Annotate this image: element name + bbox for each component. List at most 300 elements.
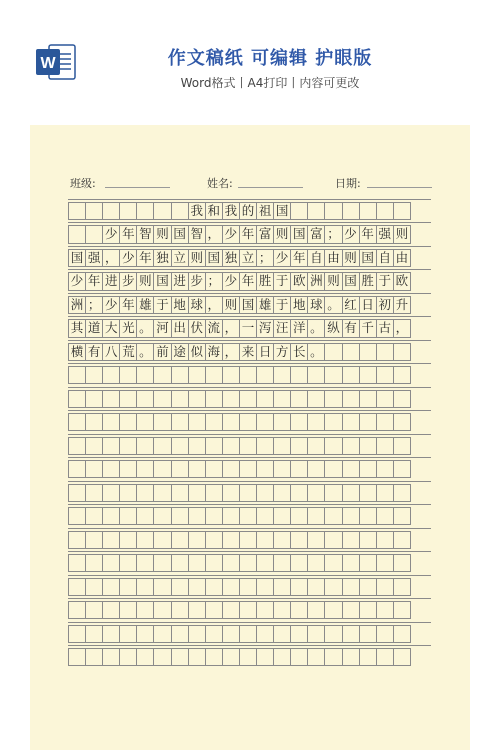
grid-cell[interactable] [239,413,257,431]
grid-cell[interactable] [119,554,137,572]
grid-cell[interactable] [205,554,223,572]
grid-cell[interactable]: 智 [136,225,154,243]
grid-cell[interactable] [324,554,342,572]
grid-cell[interactable] [153,413,171,431]
grid-cell[interactable]: 。 [324,296,342,314]
grid-cell[interactable] [222,484,240,502]
grid-cell[interactable] [136,437,154,455]
grid-cell[interactable] [188,531,206,549]
grid-cell[interactable] [256,460,274,478]
grid-cell[interactable] [256,578,274,596]
grid-cell[interactable]: 汪 [273,319,291,337]
grid-cell[interactable]: 国 [153,272,171,290]
grid-cell[interactable] [307,437,325,455]
grid-cell[interactable]: 日 [359,296,377,314]
grid-cell[interactable] [153,578,171,596]
grid-cell[interactable]: 欧 [290,272,308,290]
grid-cell[interactable] [324,484,342,502]
grid-cell[interactable] [324,413,342,431]
grid-cell[interactable] [188,578,206,596]
grid-cell[interactable]: 初 [376,296,394,314]
grid-cell[interactable]: 泻 [256,319,274,337]
grid-cell[interactable] [256,390,274,408]
grid-cell[interactable] [119,460,137,478]
grid-cell[interactable] [307,648,325,666]
grid-cell[interactable] [239,366,257,384]
grid-cell[interactable] [290,202,308,220]
grid-cell[interactable] [188,366,206,384]
grid-cell[interactable] [171,484,189,502]
grid-cell[interactable] [342,484,360,502]
grid-cell[interactable] [256,531,274,549]
grid-cell[interactable]: 洲 [307,272,325,290]
grid-cell[interactable] [153,202,171,220]
grid-cell[interactable]: 少 [68,272,86,290]
grid-cell[interactable]: 自 [307,249,325,267]
grid-cell[interactable] [171,460,189,478]
grid-cell[interactable] [136,413,154,431]
grid-cell[interactable]: 古 [376,319,394,337]
grid-cell[interactable] [136,202,154,220]
grid-cell[interactable] [205,531,223,549]
grid-cell[interactable] [188,460,206,478]
grid-cell[interactable] [171,366,189,384]
grid-cell[interactable]: ， [393,319,411,337]
grid-cell[interactable] [68,390,86,408]
grid-cell[interactable] [205,648,223,666]
grid-cell[interactable] [222,507,240,525]
grid-cell[interactable]: 进 [171,272,189,290]
grid-cell[interactable]: 独 [153,249,171,267]
grid-cell[interactable] [342,202,360,220]
grid-cell[interactable] [188,484,206,502]
grid-cell[interactable] [119,507,137,525]
grid-cell[interactable] [85,601,103,619]
grid-cell[interactable] [222,648,240,666]
grid-cell[interactable] [85,578,103,596]
grid-cell[interactable]: ； [256,249,274,267]
grid-cell[interactable] [273,366,291,384]
grid-cell[interactable]: 升 [393,296,411,314]
grid-cell[interactable] [171,202,189,220]
grid-cell[interactable] [205,578,223,596]
grid-cell[interactable] [290,366,308,384]
grid-cell[interactable] [153,601,171,619]
grid-cell[interactable]: 立 [239,249,257,267]
grid-cell[interactable] [359,343,377,361]
grid-cell[interactable]: 年 [136,249,154,267]
name-field[interactable] [238,187,303,188]
grid-cell[interactable] [324,507,342,525]
grid-cell[interactable] [376,343,394,361]
grid-cell[interactable] [102,648,120,666]
grid-cell[interactable] [119,601,137,619]
grid-cell[interactable] [85,531,103,549]
grid-cell[interactable]: 大 [102,319,120,337]
grid-cell[interactable]: 年 [359,225,377,243]
grid-cell[interactable]: 则 [393,225,411,243]
grid-cell[interactable] [205,437,223,455]
grid-cell[interactable] [136,625,154,643]
grid-cell[interactable]: 智 [188,225,206,243]
grid-cell[interactable] [222,625,240,643]
grid-cell[interactable] [393,601,411,619]
grid-cell[interactable]: 于 [376,272,394,290]
grid-cell[interactable] [273,625,291,643]
grid-cell[interactable] [205,460,223,478]
grid-cell[interactable]: 国 [68,249,86,267]
grid-cell[interactable] [393,390,411,408]
grid-cell[interactable] [205,366,223,384]
grid-cell[interactable]: 少 [119,249,137,267]
grid-cell[interactable] [256,366,274,384]
grid-cell[interactable] [393,648,411,666]
grid-cell[interactable] [359,648,377,666]
grid-cell[interactable] [119,202,137,220]
grid-cell[interactable] [68,437,86,455]
grid-cell[interactable] [136,390,154,408]
grid-cell[interactable] [239,578,257,596]
grid-cell[interactable]: 荒 [119,343,137,361]
grid-cell[interactable] [256,554,274,572]
grid-cell[interactable] [273,484,291,502]
grid-cell[interactable]: 我 [222,202,240,220]
grid-cell[interactable]: 。 [136,319,154,337]
grid-cell[interactable] [324,390,342,408]
grid-cell[interactable]: 洲 [68,296,86,314]
grid-cell[interactable]: 球 [188,296,206,314]
grid-cell[interactable] [239,507,257,525]
grid-cell[interactable] [342,578,360,596]
grid-cell[interactable]: 红 [342,296,360,314]
grid-cell[interactable] [324,460,342,478]
grid-cell[interactable]: 国 [171,225,189,243]
grid-cell[interactable] [290,507,308,525]
grid-cell[interactable] [102,460,120,478]
grid-cell[interactable] [290,625,308,643]
grid-cell[interactable] [324,343,342,361]
grid-cell[interactable] [68,225,86,243]
grid-cell[interactable] [376,578,394,596]
grid-cell[interactable] [256,437,274,455]
grid-cell[interactable]: 前 [153,343,171,361]
grid-cell[interactable] [136,554,154,572]
grid-cell[interactable] [205,413,223,431]
grid-cell[interactable] [188,601,206,619]
grid-cell[interactable] [188,648,206,666]
grid-cell[interactable]: 富 [307,225,325,243]
grid-cell[interactable] [342,343,360,361]
grid-cell[interactable] [119,484,137,502]
grid-cell[interactable]: 地 [171,296,189,314]
grid-cell[interactable]: 少 [102,225,120,243]
grid-cell[interactable]: 少 [273,249,291,267]
grid-cell[interactable] [153,554,171,572]
grid-cell[interactable] [290,648,308,666]
grid-cell[interactable] [359,578,377,596]
grid-cell[interactable]: ， [205,225,223,243]
grid-cell[interactable]: 少 [342,225,360,243]
grid-cell[interactable] [273,437,291,455]
grid-cell[interactable] [68,648,86,666]
grid-cell[interactable] [376,437,394,455]
grid-cell[interactable] [376,413,394,431]
grid-cell[interactable] [85,225,103,243]
grid-cell[interactable]: 来 [239,343,257,361]
grid-cell[interactable] [307,390,325,408]
grid-cell[interactable] [359,390,377,408]
grid-cell[interactable]: 年 [239,225,257,243]
grid-cell[interactable]: 富 [256,225,274,243]
grid-cell[interactable] [136,484,154,502]
grid-cell[interactable] [171,437,189,455]
grid-cell[interactable] [222,531,240,549]
grid-cell[interactable] [376,460,394,478]
grid-cell[interactable] [222,390,240,408]
grid-cell[interactable] [222,437,240,455]
grid-cell[interactable] [205,601,223,619]
grid-cell[interactable]: 有 [85,343,103,361]
grid-cell[interactable] [376,648,394,666]
grid-cell[interactable] [342,531,360,549]
grid-cell[interactable] [171,554,189,572]
grid-cell[interactable] [102,202,120,220]
grid-cell[interactable] [324,578,342,596]
grid-cell[interactable]: 似 [188,343,206,361]
grid-cell[interactable]: 欧 [393,272,411,290]
grid-cell[interactable] [290,437,308,455]
grid-cell[interactable]: 日 [256,343,274,361]
grid-cell[interactable] [153,648,171,666]
grid-cell[interactable]: 年 [290,249,308,267]
grid-cell[interactable] [205,390,223,408]
grid-cell[interactable] [85,437,103,455]
grid-cell[interactable] [342,625,360,643]
grid-cell[interactable] [376,390,394,408]
grid-cell[interactable]: 的 [239,202,257,220]
grid-cell[interactable] [290,554,308,572]
grid-cell[interactable] [68,625,86,643]
grid-cell[interactable] [239,601,257,619]
grid-cell[interactable] [85,390,103,408]
grid-cell[interactable] [393,413,411,431]
grid-cell[interactable]: 伏 [188,319,206,337]
grid-cell[interactable]: ， [222,343,240,361]
grid-cell[interactable]: 则 [136,272,154,290]
grid-cell[interactable] [324,601,342,619]
grid-cell[interactable] [85,625,103,643]
grid-cell[interactable] [307,507,325,525]
grid-cell[interactable] [171,531,189,549]
grid-cell[interactable] [376,531,394,549]
grid-cell[interactable] [171,390,189,408]
grid-cell[interactable] [171,507,189,525]
grid-cell[interactable] [376,554,394,572]
grid-cell[interactable] [171,601,189,619]
grid-cell[interactable]: 地 [290,296,308,314]
grid-cell[interactable] [102,366,120,384]
grid-cell[interactable] [307,484,325,502]
grid-cell[interactable]: 于 [273,296,291,314]
grid-cell[interactable] [239,554,257,572]
grid-cell[interactable] [68,578,86,596]
grid-cell[interactable] [153,390,171,408]
grid-cell[interactable] [307,625,325,643]
grid-cell[interactable] [136,460,154,478]
grid-cell[interactable] [239,484,257,502]
grid-cell[interactable]: 八 [102,343,120,361]
grid-cell[interactable] [68,202,86,220]
grid-cell[interactable] [342,390,360,408]
grid-cell[interactable] [256,648,274,666]
grid-cell[interactable] [119,390,137,408]
grid-cell[interactable] [102,484,120,502]
grid-cell[interactable]: 国 [273,202,291,220]
grid-cell[interactable]: 。 [307,319,325,337]
grid-cell[interactable]: 强 [85,249,103,267]
grid-cell[interactable] [188,413,206,431]
grid-cell[interactable] [290,460,308,478]
grid-cell[interactable] [68,507,86,525]
grid-cell[interactable] [290,484,308,502]
grid-cell[interactable]: 洋 [290,319,308,337]
grid-cell[interactable] [85,202,103,220]
grid-cell[interactable] [102,413,120,431]
grid-cell[interactable] [256,484,274,502]
grid-cell[interactable] [359,484,377,502]
grid-cell[interactable] [290,578,308,596]
grid-cell[interactable]: 河 [153,319,171,337]
grid-cell[interactable]: 胜 [359,272,377,290]
grid-cell[interactable] [102,578,120,596]
grid-cell[interactable] [324,366,342,384]
grid-cell[interactable] [342,507,360,525]
grid-cell[interactable]: 其 [68,319,86,337]
grid-cell[interactable] [359,366,377,384]
grid-cell[interactable] [307,578,325,596]
grid-cell[interactable] [188,507,206,525]
grid-cell[interactable]: 方 [273,343,291,361]
grid-cell[interactable]: 道 [85,319,103,337]
grid-cell[interactable] [136,648,154,666]
grid-cell[interactable]: 一 [239,319,257,337]
grid-cell[interactable] [290,531,308,549]
grid-cell[interactable] [102,601,120,619]
grid-cell[interactable] [205,484,223,502]
grid-cell[interactable] [290,601,308,619]
grid-cell[interactable] [359,437,377,455]
grid-cell[interactable] [136,531,154,549]
grid-cell[interactable] [239,437,257,455]
grid-cell[interactable]: 我 [188,202,206,220]
grid-cell[interactable] [68,554,86,572]
grid-cell[interactable] [188,437,206,455]
grid-cell[interactable] [393,531,411,549]
grid-cell[interactable]: 千 [359,319,377,337]
grid-cell[interactable]: 年 [119,296,137,314]
grid-cell[interactable] [376,507,394,525]
grid-cell[interactable] [119,648,137,666]
grid-cell[interactable] [307,202,325,220]
grid-cell[interactable] [136,507,154,525]
grid-cell[interactable] [68,460,86,478]
grid-cell[interactable]: 雄 [136,296,154,314]
grid-cell[interactable] [136,578,154,596]
grid-cell[interactable] [273,507,291,525]
grid-cell[interactable] [119,578,137,596]
grid-cell[interactable]: 进 [102,272,120,290]
grid-cell[interactable] [119,366,137,384]
grid-cell[interactable] [273,601,291,619]
grid-cell[interactable] [119,531,137,549]
grid-cell[interactable] [273,648,291,666]
grid-cell[interactable] [222,554,240,572]
grid-cell[interactable] [188,554,206,572]
grid-cell[interactable]: 由 [324,249,342,267]
grid-cell[interactable] [342,554,360,572]
grid-cell[interactable]: 雄 [256,296,274,314]
grid-cell[interactable]: 少 [222,272,240,290]
grid-cell[interactable] [188,625,206,643]
grid-cell[interactable] [153,366,171,384]
grid-cell[interactable] [171,648,189,666]
grid-cell[interactable]: 。 [307,343,325,361]
grid-cell[interactable] [393,484,411,502]
grid-cell[interactable] [85,648,103,666]
grid-cell[interactable] [393,578,411,596]
grid-cell[interactable]: ； [205,272,223,290]
grid-cell[interactable] [119,413,137,431]
grid-cell[interactable]: 流 [205,319,223,337]
grid-cell[interactable]: ， [222,319,240,337]
grid-cell[interactable] [68,601,86,619]
grid-cell[interactable] [342,460,360,478]
grid-cell[interactable]: 胜 [256,272,274,290]
grid-cell[interactable] [393,625,411,643]
grid-cell[interactable] [290,390,308,408]
grid-cell[interactable]: 。 [136,343,154,361]
grid-cell[interactable] [222,413,240,431]
grid-cell[interactable] [153,484,171,502]
grid-cell[interactable] [119,625,137,643]
grid-cell[interactable] [376,625,394,643]
grid-cell[interactable] [222,366,240,384]
grid-cell[interactable]: 横 [68,343,86,361]
grid-cell[interactable] [359,413,377,431]
grid-cell[interactable] [85,460,103,478]
grid-cell[interactable] [256,625,274,643]
grid-cell[interactable] [256,601,274,619]
grid-cell[interactable]: 海 [205,343,223,361]
grid-cell[interactable] [102,390,120,408]
grid-cell[interactable] [359,625,377,643]
grid-cell[interactable] [324,648,342,666]
grid-cell[interactable] [153,437,171,455]
grid-cell[interactable] [273,460,291,478]
grid-cell[interactable] [222,578,240,596]
grid-cell[interactable]: 步 [119,272,137,290]
grid-cell[interactable] [342,366,360,384]
grid-cell[interactable] [342,648,360,666]
grid-cell[interactable] [307,601,325,619]
grid-cell[interactable]: 出 [171,319,189,337]
grid-cell[interactable] [171,413,189,431]
grid-cell[interactable]: 步 [188,272,206,290]
grid-cell[interactable] [393,437,411,455]
grid-cell[interactable] [239,531,257,549]
grid-cell[interactable] [153,625,171,643]
grid-cell[interactable] [68,484,86,502]
